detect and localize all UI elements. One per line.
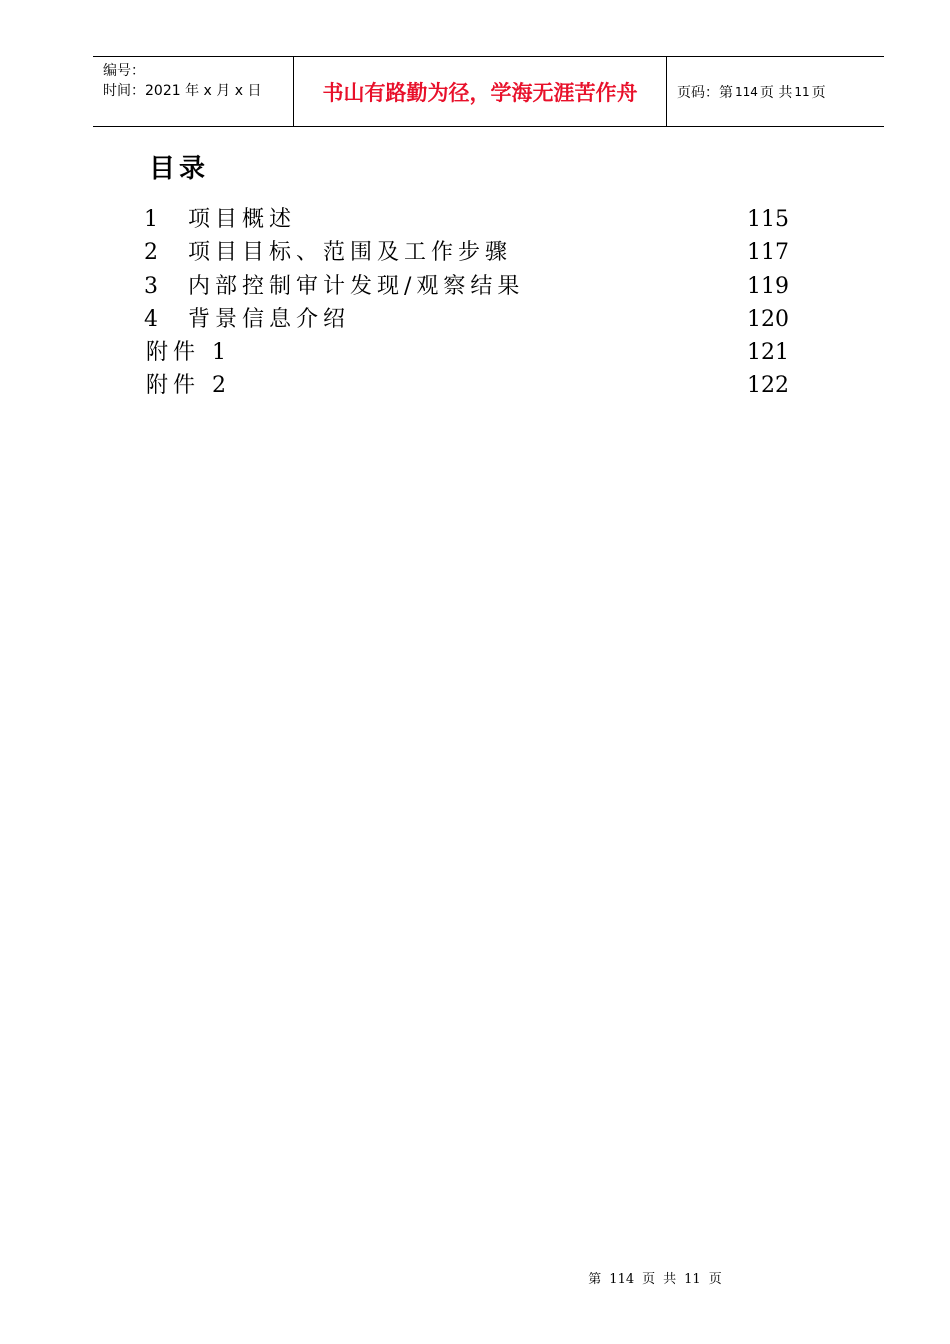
toc-entry-page: 117 (747, 240, 789, 266)
document-number-label: 编号： (103, 63, 145, 79)
toc-entry-page: 122 (747, 373, 789, 399)
document-time-label: 时间：2021 年 x 月 x 日 (103, 83, 262, 99)
toc-title: 目录 (149, 154, 210, 184)
toc-entry-number: 2 (144, 240, 158, 266)
page-current: 114 (735, 84, 758, 99)
header-meta-cell (93, 57, 294, 126)
footer-total-label: 共 (663, 1272, 677, 1287)
toc-entry-title: 内部控制审计发现/观察结果 (188, 273, 525, 299)
header-motto: 书山有路勤为径，学海无涯苦作舟 (294, 57, 667, 126)
toc-entry[interactable] (143, 336, 803, 369)
footer-current-page: 114 (609, 1272, 635, 1287)
toc-entry[interactable] (143, 270, 803, 303)
toc-entry-page: 119 (747, 273, 789, 299)
page-label: 页码：第 (677, 84, 733, 101)
toc-entry-number: 4 (144, 306, 158, 332)
toc-entry-number: 1 (144, 207, 158, 232)
footer-prefix: 第 (588, 1272, 602, 1287)
toc-entry[interactable] (143, 369, 803, 402)
page-end-label: 页 (811, 84, 826, 101)
toc-entry-number: 3 (144, 273, 158, 299)
footer-total-pages: 11 (684, 1272, 701, 1287)
toc-entry-title: 附件 1 (146, 340, 231, 366)
toc-entry[interactable] (143, 203, 803, 236)
toc-entry-page: 120 (747, 306, 789, 332)
toc-entry-title: 项目目标、范围及工作步骤 (188, 240, 513, 266)
toc-entry-page: 115 (747, 207, 789, 232)
toc-entry-page: 121 (747, 340, 789, 366)
footer-suffix: 页 (708, 1272, 722, 1287)
toc-entry-title: 项目概述 (188, 207, 297, 232)
header-page-info (667, 57, 884, 126)
table-of-contents (143, 203, 803, 403)
toc-entry[interactable] (143, 303, 803, 336)
toc-entry[interactable] (143, 236, 803, 269)
page-mid-label: 页 共 (759, 84, 793, 101)
page-total: 11 (794, 84, 810, 99)
toc-entry-title: 背景信息介绍 (188, 306, 351, 332)
footer-page-label: 页 (642, 1272, 656, 1287)
document-header (93, 56, 884, 127)
page-footer (0, 1268, 950, 1287)
toc-entry-title: 附件 2 (146, 373, 231, 399)
